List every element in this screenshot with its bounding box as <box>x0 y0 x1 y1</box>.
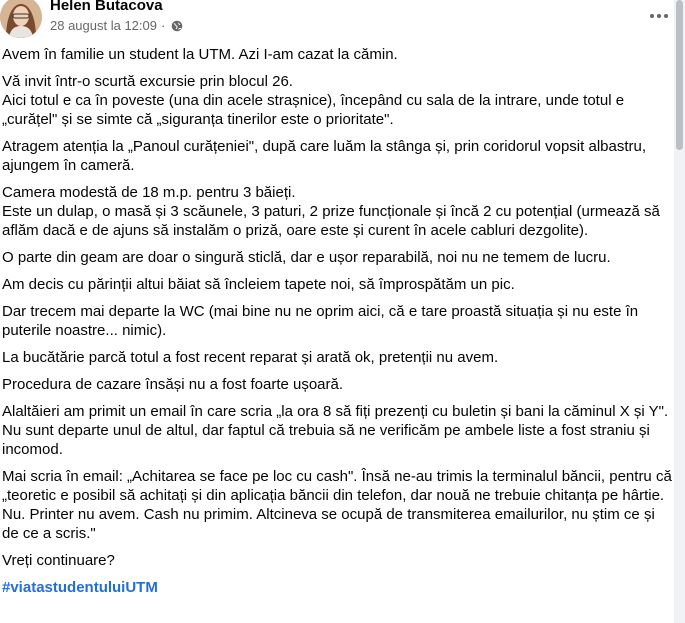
avatar-image <box>0 0 42 38</box>
post-header <box>0 0 674 38</box>
scrollbar[interactable] <box>674 0 685 623</box>
meta-separator: · <box>160 18 166 33</box>
post-meta <box>50 18 183 33</box>
hashtag-link[interactable]: #viatastudentuluiUTM <box>2 579 158 596</box>
paragraph-11: Mai scria în email: „Achitarea se face pe loc cu cash". Însă ne-au trimis la terminalul băncii, pentru că „teoretic e posibil să achitați și din aplicația băncii din telefon, dar nouă ne trebuie chitanța pe hârtie. Nu. Printer nu avem. Cash nu primim. Altcineva se ocupă de transmiterea emailurilor, nu știm ce și de ce a scris." <box>2 468 672 542</box>
paragraph-8: La bucătărie parcă totul a fost recent reparat și arată ok, pretenții nu avem. <box>2 349 499 366</box>
paragraph-7: Dar trecem mai departe la WC (mai bine nu ne oprim aici, că e tare proastă situația și nu este în puterile noastre... nimic). <box>2 303 639 339</box>
paragraph-9: Procedura de cazare însăși nu a fost foarte ușoară. <box>2 376 344 393</box>
paragraph-1: Avem în familie un student la UTM. Azi I-am cazat la cămin. <box>2 46 398 63</box>
avatar[interactable] <box>0 0 42 38</box>
scrollbar-thumb[interactable] <box>676 0 683 150</box>
paragraph-2-text: Vă invit într-o scurtă excursie prin blocul 26. Aici totul e ca în poveste (una din acele strașnice), începând cu sala de la intrare, unde totul e „curățel" și se simte că „siguranța tinerilor este o prioritate". <box>2 73 625 128</box>
author-name[interactable]: Helen Butacova <box>50 0 163 14</box>
paragraph-6: Am decis cu părinții altui băiat să încleiem tapete noi, să împrospătăm un pic. <box>2 276 515 293</box>
more-options-icon[interactable] <box>644 2 674 30</box>
paragraph-4: Camera modestă de 18 m.p. pentru 3 băieți. Este un dulap, o masă și 3 scăunele, 3 paturi, 2 prize funcționale și încă 2 cu potențial (urmează să aflăm dacă e de ajuns să instalăm o priză, oare este și curent în acele cabluri dezgolite). <box>2 184 660 239</box>
paragraph-5: O parte din geam are doar o singură sticlă, dar e ușor reparabilă, noi nu ne temem de lucru. <box>2 249 611 266</box>
hashtag-line <box>2 578 672 597</box>
globe-icon[interactable] <box>171 20 183 32</box>
post-date[interactable]: 28 august la 12:09 <box>50 18 157 33</box>
paragraph-10: Alaltăieri am primit un email în care scria „la ora 8 să fiți prezenți cu buletin și bani la căminul X și Y". Nu sunt departe unul de altul, dar faptul că trebuia să ne verificăm pe ambele liste a fost straniu și incomod. <box>2 403 669 458</box>
post-body <box>2 45 672 605</box>
paragraph-3: Atragem atenția la „Panoul curățeniei", după care luăm la stânga și, prin coridorul vopsit albastru, ajungem în cameră. <box>2 138 647 174</box>
paragraph-12: Vreți continuare? <box>2 552 115 569</box>
paragraph-2 <box>2 72 672 129</box>
